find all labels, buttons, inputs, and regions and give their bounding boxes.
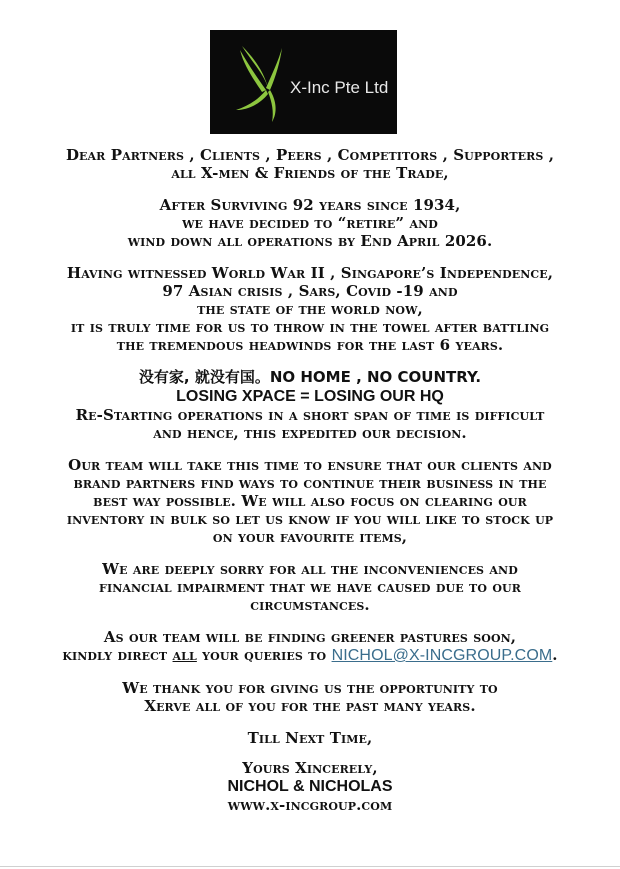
text-line: brand partners find ways to continue their business in the — [73, 474, 547, 492]
signature-block — [0, 759, 620, 814]
website-text: www.x-incgroup.com — [227, 796, 393, 814]
text-line: Xerve all of you for the past many years. — [144, 697, 476, 715]
letter-body — [0, 146, 620, 828]
signatory-names: NICHOL & NICHOLAS — [227, 778, 393, 795]
email-link[interactable]: NICHOL@X-INCGROUP.COM — [331, 647, 553, 664]
text-line: As our team will be finding greener pastures soon, — [103, 628, 517, 646]
thanks-paragraph — [0, 679, 620, 715]
text-segment: kindly direct — [62, 646, 173, 664]
contact-paragraph — [0, 628, 620, 665]
contact-line — [0, 646, 620, 665]
text-line: We are deeply sorry for all the inconveniences and — [102, 560, 518, 578]
salutation — [0, 146, 620, 182]
closing — [0, 729, 620, 747]
reason-paragraph — [0, 368, 620, 442]
text-segment: your queries to — [196, 646, 332, 664]
sign-off: Yours Xincerely, — [242, 759, 378, 777]
salutation-line: all X-men & Friends of the Trade, — [171, 164, 449, 182]
company-logo — [210, 30, 397, 134]
text-line: it is truly time for us to throw in the towel after battling — [70, 318, 550, 336]
team-paragraph — [0, 456, 620, 546]
text-line: 97 Asian crisis , Sars, Covid -19 and — [162, 282, 458, 300]
text-line: Re-Starting operations in a short span of time is difficult — [75, 406, 545, 424]
text-line: We thank you for giving us the opportunity to — [122, 679, 498, 697]
slogan-line: 没有家, 就没有国。NO HOME , NO COUNTRY. — [138, 368, 482, 386]
hq-line: LOSING XPACE = LOSING OUR HQ — [176, 388, 444, 405]
text-line: financial impairment that we have caused due to our — [99, 578, 521, 596]
text-line: inventory in bulk so let us know if you will like to stock up — [66, 510, 554, 528]
emphasis-all: all — [172, 646, 197, 664]
end-punctuation: . — [552, 646, 558, 664]
text-line: best way possible. We will also focus on clearing our — [93, 492, 527, 510]
text-line: the state of the world now, — [197, 300, 423, 318]
text-line: circumstances. — [250, 596, 370, 614]
salutation-line: Dear Partners , Clients , Peers , Competitors , Supporters , — [65, 146, 555, 164]
text-line: Having witnessed World War II , Singapore’s Independence, — [66, 264, 554, 282]
text-line: wind down all operations by End April 2026. — [127, 232, 493, 250]
text-line: and hence, this expedited our decision. — [153, 424, 467, 442]
announcement-paragraph — [0, 196, 620, 250]
text-line: After Surviving 92 years since 1934, — [159, 196, 461, 214]
text-line: on your favourite items, — [212, 528, 408, 546]
text-line: we have decided to “retire” and — [182, 214, 438, 232]
company-name: X-Inc Pte Ltd — [290, 78, 389, 97]
closing-line: Till Next Time, — [247, 729, 373, 747]
history-paragraph — [0, 264, 620, 354]
x-leaf-logo-icon — [234, 44, 294, 124]
apology-paragraph — [0, 560, 620, 614]
page-divider — [0, 866, 620, 867]
text-line: the tremendous headwinds for the last 6 years. — [116, 336, 504, 354]
text-line: Our team will take this time to ensure that our clients and — [68, 456, 552, 474]
